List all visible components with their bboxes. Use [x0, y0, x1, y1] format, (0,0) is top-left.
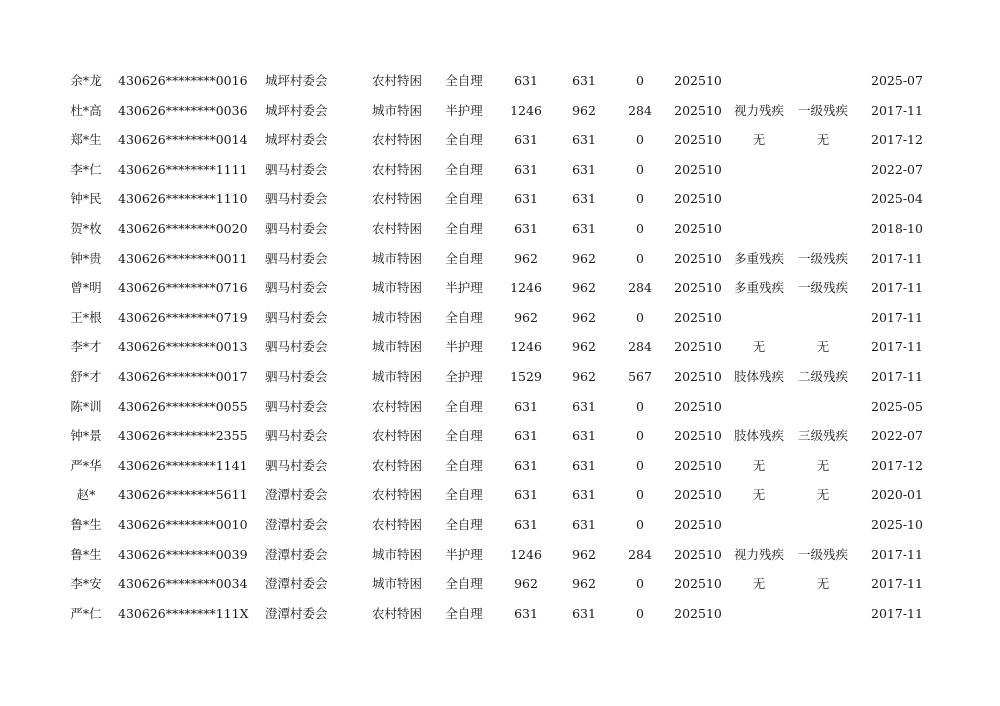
start-date-cell: 2017-11: [871, 546, 923, 562]
village-cell: 澄潭村委会: [265, 516, 328, 532]
village-cell: 驷马村委会: [265, 280, 328, 296]
id-number-cell: 430626********1111: [118, 161, 248, 177]
name-cell: 严*华: [70, 457, 102, 473]
start-date-cell: 2020-01: [871, 487, 923, 503]
pay-month-cell: 202510: [674, 546, 722, 562]
id-number-cell: 430626********1141: [118, 457, 248, 473]
id-number-cell: 430626********5611: [118, 487, 248, 503]
id-number-cell: 430626********1110: [118, 191, 248, 207]
table-row: [0, 421, 1000, 451]
start-date-cell: 2022-07: [871, 428, 923, 444]
care-level-cell: 全自理: [445, 191, 483, 207]
base-amount-cell: 962: [572, 102, 596, 118]
table-row: [0, 184, 1000, 214]
care-level-cell: 全自理: [445, 487, 483, 503]
disability-level-cell: 无: [816, 457, 830, 473]
care-subsidy-cell: 284: [628, 280, 652, 296]
village-cell: 驷马村委会: [265, 457, 328, 473]
id-number-cell: 430626********0055: [118, 398, 248, 414]
pay-month-cell: 202510: [674, 309, 722, 325]
disability-type-cell: 肢体残疾: [733, 428, 784, 444]
start-date-cell: 2022-07: [871, 161, 923, 177]
disability-level-cell: 一级残疾: [797, 546, 848, 562]
village-cell: 驷马村委会: [265, 428, 328, 444]
care-level-cell: 全自理: [445, 398, 483, 414]
village-cell: 驷马村委会: [265, 191, 328, 207]
base-amount-cell: 631: [572, 220, 596, 236]
category-cell: 农村特困: [371, 457, 422, 473]
care-level-cell: 全自理: [445, 220, 483, 236]
care-subsidy-cell: 284: [628, 546, 652, 562]
care-level-cell: 半护理: [445, 546, 483, 562]
category-cell: 农村特困: [371, 191, 422, 207]
start-date-cell: 2017-11: [871, 102, 923, 118]
start-date-cell: 2017-11: [871, 250, 923, 266]
category-cell: 城市特困: [371, 576, 422, 592]
care-subsidy-cell: 0: [636, 576, 644, 592]
category-cell: 农村特困: [371, 73, 422, 88]
village-cell: 城坪村委会: [265, 102, 328, 118]
category-cell: 农村特困: [371, 428, 422, 444]
total-amount-cell: 1246: [510, 280, 542, 296]
care-subsidy-cell: 0: [636, 309, 644, 325]
name-cell: 杜*高: [70, 102, 102, 118]
category-cell: 城市特困: [371, 339, 422, 355]
name-cell: 曾*明: [70, 280, 102, 296]
category-cell: 农村特困: [371, 220, 422, 236]
disability-level-cell: 一级残疾: [797, 280, 848, 296]
village-cell: 澄潭村委会: [265, 605, 328, 621]
disability-type-cell: 无: [752, 457, 766, 473]
care-subsidy-cell: 284: [628, 102, 652, 118]
base-amount-cell: 962: [572, 280, 596, 296]
category-cell: 城市特困: [371, 280, 422, 296]
total-amount-cell: 631: [514, 398, 538, 414]
table-row: [0, 214, 1000, 244]
disability-level-cell: 一级残疾: [797, 250, 848, 266]
id-number-cell: 430626********2355: [118, 428, 248, 444]
table-row: [0, 480, 1000, 510]
pay-month-cell: 202510: [674, 339, 722, 355]
disability-type-cell: 视力残疾: [733, 546, 784, 562]
village-cell: 城坪村委会: [265, 132, 328, 148]
base-amount-cell: 962: [572, 309, 596, 325]
category-cell: 城市特困: [371, 546, 422, 562]
care-subsidy-cell: 0: [636, 250, 644, 266]
disability-type-cell: 多重残疾: [733, 280, 784, 296]
total-amount-cell: 1246: [510, 339, 542, 355]
id-number-cell: 430626********0016: [118, 73, 248, 88]
care-subsidy-cell: 0: [636, 132, 644, 148]
start-date-cell: 2017-12: [871, 457, 923, 473]
village-cell: 驷马村委会: [265, 398, 328, 414]
table-row: [0, 392, 1000, 422]
start-date-cell: 2017-11: [871, 309, 923, 325]
table-row: [0, 244, 1000, 274]
name-cell: 鲁*生: [70, 516, 102, 532]
base-amount-cell: 631: [572, 132, 596, 148]
pay-month-cell: 202510: [674, 457, 722, 473]
table-row: [0, 451, 1000, 481]
base-amount-cell: 631: [572, 73, 596, 88]
care-subsidy-cell: 0: [636, 161, 644, 177]
care-subsidy-cell: 0: [636, 428, 644, 444]
total-amount-cell: 631: [514, 132, 538, 148]
base-amount-cell: 631: [572, 516, 596, 532]
pay-month-cell: 202510: [674, 280, 722, 296]
start-date-cell: 2017-11: [871, 576, 923, 592]
total-amount-cell: 631: [514, 457, 538, 473]
disability-type-cell: 无: [752, 487, 766, 503]
pay-month-cell: 202510: [674, 191, 722, 207]
id-number-cell: 430626********0010: [118, 516, 248, 532]
category-cell: 农村特困: [371, 132, 422, 148]
pay-month-cell: 202510: [674, 220, 722, 236]
table-row: [0, 540, 1000, 570]
category-cell: 农村特困: [371, 516, 422, 532]
total-amount-cell: 962: [514, 309, 538, 325]
id-number-cell: 430626********0716: [118, 280, 248, 296]
name-cell: 钟*民: [70, 191, 102, 207]
disability-type-cell: 无: [752, 132, 766, 148]
base-amount-cell: 631: [572, 605, 596, 621]
total-amount-cell: 962: [514, 250, 538, 266]
care-subsidy-cell: 0: [636, 605, 644, 621]
table-row: [0, 362, 1000, 392]
id-number-cell: 430626********111X: [118, 605, 249, 621]
name-cell: 郑*生: [70, 132, 102, 148]
name-cell: 王*根: [70, 309, 102, 325]
name-cell: 钟*景: [70, 428, 102, 444]
table-row: [0, 303, 1000, 333]
name-cell: 余*龙: [70, 73, 102, 88]
total-amount-cell: 631: [514, 605, 538, 621]
village-cell: 城坪村委会: [265, 73, 328, 88]
total-amount-cell: 631: [514, 191, 538, 207]
base-amount-cell: 962: [572, 368, 596, 384]
care-level-cell: 全自理: [445, 576, 483, 592]
care-level-cell: 全自理: [445, 457, 483, 473]
care-subsidy-cell: 0: [636, 398, 644, 414]
total-amount-cell: 962: [514, 576, 538, 592]
id-number-cell: 430626********0719: [118, 309, 248, 325]
pay-month-cell: 202510: [674, 161, 722, 177]
id-number-cell: 430626********0034: [118, 576, 248, 592]
care-subsidy-cell: 0: [636, 516, 644, 532]
pay-month-cell: 202510: [674, 132, 722, 148]
care-subsidy-cell: 567: [628, 368, 652, 384]
disability-level-cell: 一级残疾: [797, 102, 848, 118]
name-cell: 李*仁: [70, 161, 102, 177]
total-amount-cell: 1529: [510, 368, 542, 384]
care-level-cell: 半护理: [445, 339, 483, 355]
base-amount-cell: 962: [572, 339, 596, 355]
pay-month-cell: 202510: [674, 250, 722, 266]
base-amount-cell: 631: [572, 487, 596, 503]
disability-type-cell: 多重残疾: [733, 250, 784, 266]
name-cell: 李*才: [70, 339, 102, 355]
category-cell: 农村特困: [371, 161, 422, 177]
table-row: [0, 155, 1000, 185]
care-level-cell: 全自理: [445, 132, 483, 148]
start-date-cell: 2018-10: [871, 220, 923, 236]
base-amount-cell: 962: [572, 250, 596, 266]
start-date-cell: 2017-12: [871, 132, 923, 148]
name-cell: 赵*: [76, 487, 96, 503]
id-number-cell: 430626********0011: [118, 250, 248, 266]
village-cell: 澄潭村委会: [265, 487, 328, 503]
village-cell: 驷马村委会: [265, 220, 328, 236]
care-subsidy-cell: 0: [636, 73, 644, 88]
care-level-cell: 全自理: [445, 428, 483, 444]
id-number-cell: 430626********0013: [118, 339, 248, 355]
village-cell: 驷马村委会: [265, 339, 328, 355]
village-cell: 澄潭村委会: [265, 576, 328, 592]
care-subsidy-cell: 284: [628, 339, 652, 355]
id-number-cell: 430626********0036: [118, 102, 248, 118]
disability-level-cell: 无: [816, 132, 830, 148]
care-level-cell: 全自理: [445, 250, 483, 266]
pay-month-cell: 202510: [674, 516, 722, 532]
village-cell: 驷马村委会: [265, 368, 328, 384]
care-subsidy-cell: 0: [636, 191, 644, 207]
name-cell: 鲁*生: [70, 546, 102, 562]
disability-level-cell: 二级残疾: [797, 368, 848, 384]
care-level-cell: 全自理: [445, 161, 483, 177]
base-amount-cell: 962: [572, 546, 596, 562]
table-row: [0, 66, 1000, 96]
start-date-cell: 2017-11: [871, 368, 923, 384]
category-cell: 城市特困: [371, 102, 422, 118]
category-cell: 城市特困: [371, 309, 422, 325]
care-level-cell: 全自理: [445, 516, 483, 532]
disability-level-cell: 三级残疾: [797, 428, 848, 444]
disability-type-cell: 无: [752, 339, 766, 355]
total-amount-cell: 631: [514, 516, 538, 532]
base-amount-cell: 962: [572, 576, 596, 592]
category-cell: 农村特困: [371, 398, 422, 414]
pay-month-cell: 202510: [674, 576, 722, 592]
id-number-cell: 430626********0014: [118, 132, 248, 148]
table-row: [0, 125, 1000, 155]
table-row: [0, 569, 1000, 599]
start-date-cell: 2025-10: [871, 516, 923, 532]
start-date-cell: 2017-11: [871, 339, 923, 355]
total-amount-cell: 631: [514, 220, 538, 236]
table-row: [0, 332, 1000, 362]
disability-type-cell: 无: [752, 576, 766, 592]
start-date-cell: 2025-07: [871, 73, 923, 88]
disability-level-cell: 无: [816, 339, 830, 355]
base-amount-cell: 631: [572, 398, 596, 414]
total-amount-cell: 631: [514, 428, 538, 444]
data-table: [0, 66, 1000, 628]
start-date-cell: 2017-11: [871, 280, 923, 296]
start-date-cell: 2025-04: [871, 191, 923, 207]
village-cell: 澄潭村委会: [265, 546, 328, 562]
total-amount-cell: 1246: [510, 102, 542, 118]
base-amount-cell: 631: [572, 161, 596, 177]
care-subsidy-cell: 0: [636, 220, 644, 236]
village-cell: 驷马村委会: [265, 161, 328, 177]
care-level-cell: 半护理: [445, 280, 483, 296]
id-number-cell: 430626********0039: [118, 546, 248, 562]
id-number-cell: 430626********0020: [118, 220, 248, 236]
base-amount-cell: 631: [572, 191, 596, 207]
base-amount-cell: 631: [572, 457, 596, 473]
care-level-cell: 半护理: [445, 102, 483, 118]
pay-month-cell: 202510: [674, 487, 722, 503]
category-cell: 城市特困: [371, 250, 422, 266]
total-amount-cell: 631: [514, 487, 538, 503]
category-cell: 农村特困: [371, 605, 422, 621]
name-cell: 舒*才: [70, 368, 102, 384]
pay-month-cell: 202510: [674, 102, 722, 118]
pay-month-cell: 202510: [674, 605, 722, 621]
table-row: [0, 599, 1000, 629]
name-cell: 贺*枚: [70, 220, 102, 236]
id-number-cell: 430626********0017: [118, 368, 248, 384]
table-row: [0, 96, 1000, 126]
table-row: [0, 273, 1000, 303]
care-level-cell: 全自理: [445, 605, 483, 621]
disability-level-cell: 无: [816, 576, 830, 592]
disability-level-cell: 无: [816, 487, 830, 503]
category-cell: 城市特困: [371, 368, 422, 384]
pay-month-cell: 202510: [674, 368, 722, 384]
table-row: [0, 510, 1000, 540]
total-amount-cell: 1246: [510, 546, 542, 562]
total-amount-cell: 631: [514, 161, 538, 177]
category-cell: 农村特困: [371, 487, 422, 503]
name-cell: 严*仁: [70, 605, 102, 621]
name-cell: 陈*训: [70, 398, 102, 414]
care-level-cell: 全自理: [445, 73, 483, 88]
name-cell: 李*安: [70, 576, 102, 592]
village-cell: 驷马村委会: [265, 250, 328, 266]
disability-type-cell: 视力残疾: [733, 102, 784, 118]
care-subsidy-cell: 0: [636, 487, 644, 503]
total-amount-cell: 631: [514, 73, 538, 88]
disability-type-cell: 肢体残疾: [733, 368, 784, 384]
base-amount-cell: 631: [572, 428, 596, 444]
start-date-cell: 2025-05: [871, 398, 923, 414]
village-cell: 驷马村委会: [265, 309, 328, 325]
care-subsidy-cell: 0: [636, 457, 644, 473]
name-cell: 钟*贵: [70, 250, 102, 266]
care-level-cell: 全自理: [445, 309, 483, 325]
pay-month-cell: 202510: [674, 428, 722, 444]
pay-month-cell: 202510: [674, 398, 722, 414]
start-date-cell: 2017-11: [871, 605, 923, 621]
pay-month-cell: 202510: [674, 73, 722, 88]
care-level-cell: 全护理: [445, 368, 483, 384]
